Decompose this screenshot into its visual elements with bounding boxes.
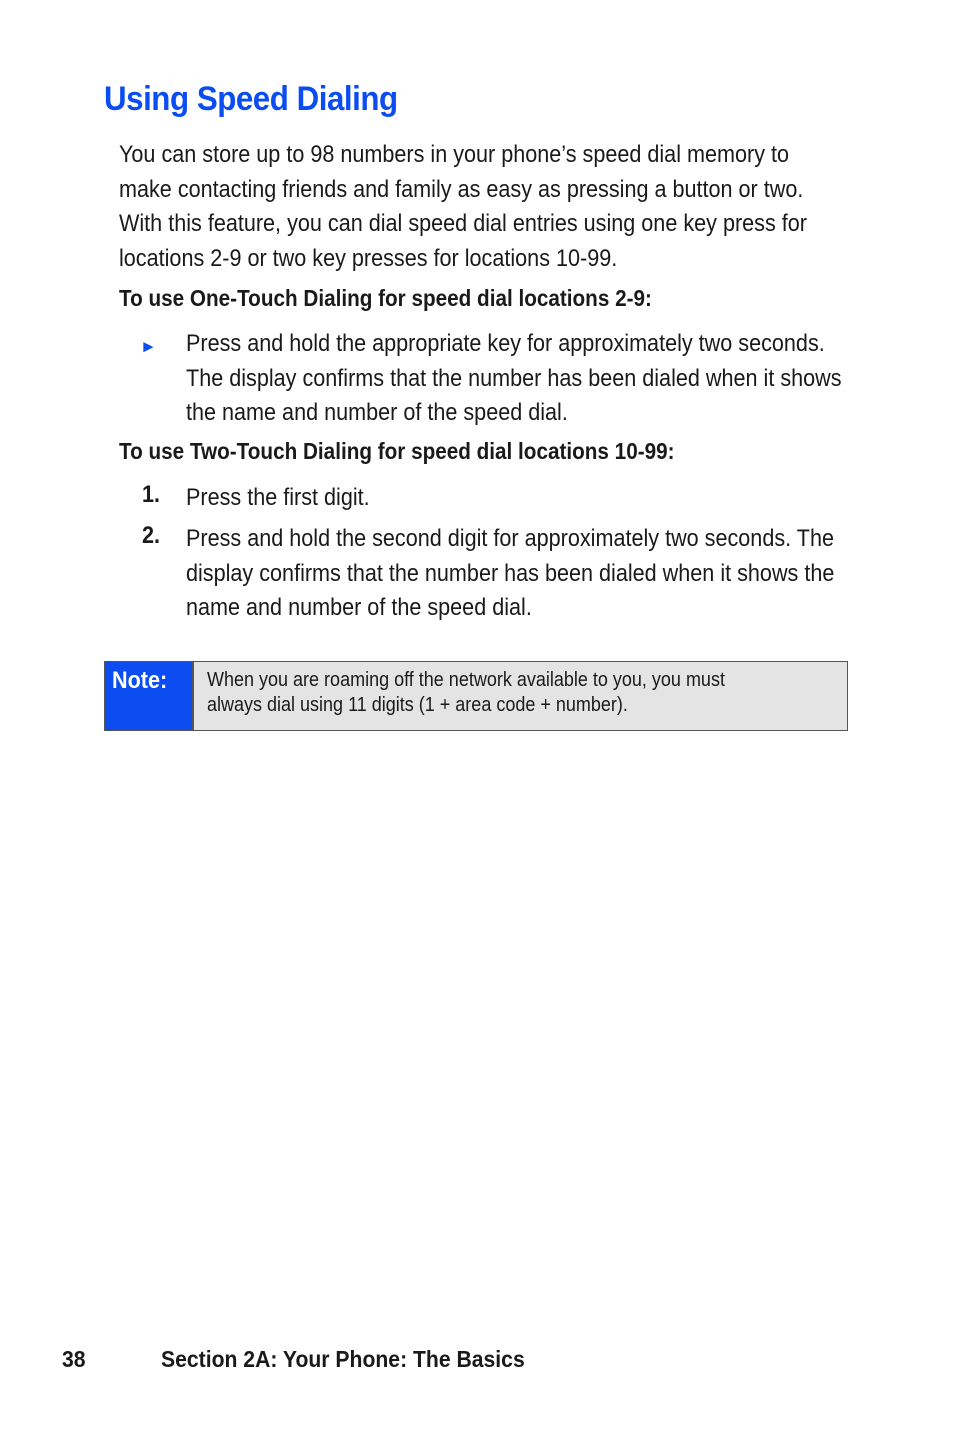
- one-touch-heading: To use One-Touch Dialing for speed dial locations 2-9:: [119, 285, 652, 311]
- step-text: Press the first digit.: [186, 484, 370, 511]
- one-touch-instruction: Press and hold the appropriate key for approximately two seconds. The display confirms that the number has been dialed when it shows the name and number of the speed dial.: [186, 330, 842, 426]
- note-box: [104, 661, 848, 731]
- bullet-arrow-icon: ►: [140, 337, 157, 356]
- page-title: Using Speed Dialing: [104, 80, 398, 118]
- intro-paragraph: You can store up to 98 numbers in your phone’s speed dial memory to make contacting friends and family as easy as pressing a button or two. With this feature, you can dial speed dial entries using one key press for locations 2-9 or two key presses for locations 10-99.: [119, 141, 807, 272]
- note-label: Note:: [112, 667, 168, 694]
- step-text: Press and hold the second digit for approximately two seconds. The display confirms that the number has been dialed when it shows the name and number of the speed dial.: [186, 525, 835, 621]
- step-number: 2.: [142, 522, 161, 549]
- note-body: [194, 662, 847, 730]
- page-number: 38: [62, 1346, 86, 1372]
- note-text: When you are roaming off the network available to you, you must always dial using 11 digits (1 + area code + number).: [207, 669, 725, 716]
- section-title: Section 2A: Your Phone: The Basics: [161, 1346, 525, 1372]
- step-number: 1.: [142, 481, 161, 508]
- two-touch-heading: To use Two-Touch Dialing for speed dial locations 10-99:: [119, 438, 675, 464]
- note-label-cell: [105, 662, 194, 730]
